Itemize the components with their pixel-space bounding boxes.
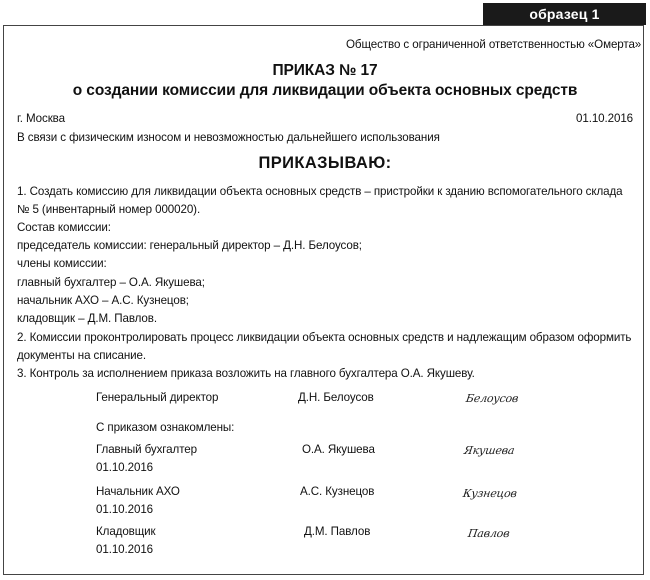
item-1-line-1: 1. Создать комиссию для ликвидации объекта основных средств – пристройки к зданию вспомогательного склада — [17, 185, 623, 198]
composition-label: Состав комиссии: — [17, 221, 111, 234]
order-subject: о создании комиссии для ликвидации объекта основных средств — [72, 82, 578, 99]
acquainted-label: С приказом ознакомлены: — [96, 421, 235, 434]
item-3: 3. Контроль за исполнением приказа возложить на главного бухгалтера О.А. Якушеву. — [17, 367, 475, 380]
organization-name: Общество с ограниченной ответственностью «Омерта» — [346, 38, 642, 51]
sample-label: образец 1 — [483, 3, 646, 25]
item-2-line-2: документы на списание. — [17, 349, 146, 362]
acquainted-name: А.С. Кузнецов — [300, 485, 375, 498]
city: г. Москва — [17, 112, 65, 125]
item-2-line-1: 2. Комиссии проконтролировать процесс ликвидации объекта основных средств и надлежащим образом оформить — [17, 331, 632, 344]
chairman-line: председатель комиссии: генеральный директор – Д.Н. Белоусов; — [17, 239, 362, 252]
acquainted-date: 01.10.2016 — [96, 503, 154, 516]
item-1-line-2: № 5 (инвентарный номер 000020). — [17, 203, 201, 216]
acquainted-date: 01.10.2016 — [96, 543, 154, 556]
order-date: 01.10.2016 — [576, 112, 634, 125]
acquainted-position: Кладовщик — [96, 525, 156, 538]
member-line: кладовщик – Д.М. Павлов. — [17, 312, 157, 325]
director-position: Генеральный директор — [96, 391, 219, 404]
acquainted-name: Д.М. Павлов — [304, 525, 371, 538]
acquainted-position: Начальник АХО — [96, 485, 180, 498]
acquainted-position: Главный бухгалтер — [96, 443, 197, 456]
acquainted-signature: Кузнецов — [462, 487, 518, 500]
acquainted-signature: Павлов — [467, 527, 511, 540]
director-signature: Белоусов — [465, 392, 520, 405]
order-title: ПРИКАЗ № 17 — [272, 62, 378, 79]
acquainted-signature: Якушева — [463, 444, 516, 457]
acquainted-name: О.А. Якушева — [302, 443, 375, 456]
member-line: начальник АХО – А.С. Кузнецов; — [17, 294, 189, 307]
reason-text: В связи с физическим износом и невозможностью дальнейшего использования — [17, 131, 440, 144]
order-word: ПРИКАЗЫВАЮ: — [258, 154, 392, 172]
acquainted-date: 01.10.2016 — [96, 461, 154, 474]
members-label: члены комиссии: — [17, 257, 107, 270]
member-line: главный бухгалтер – О.А. Якушева; — [17, 276, 205, 289]
director-name: Д.Н. Белоусов — [298, 391, 374, 404]
